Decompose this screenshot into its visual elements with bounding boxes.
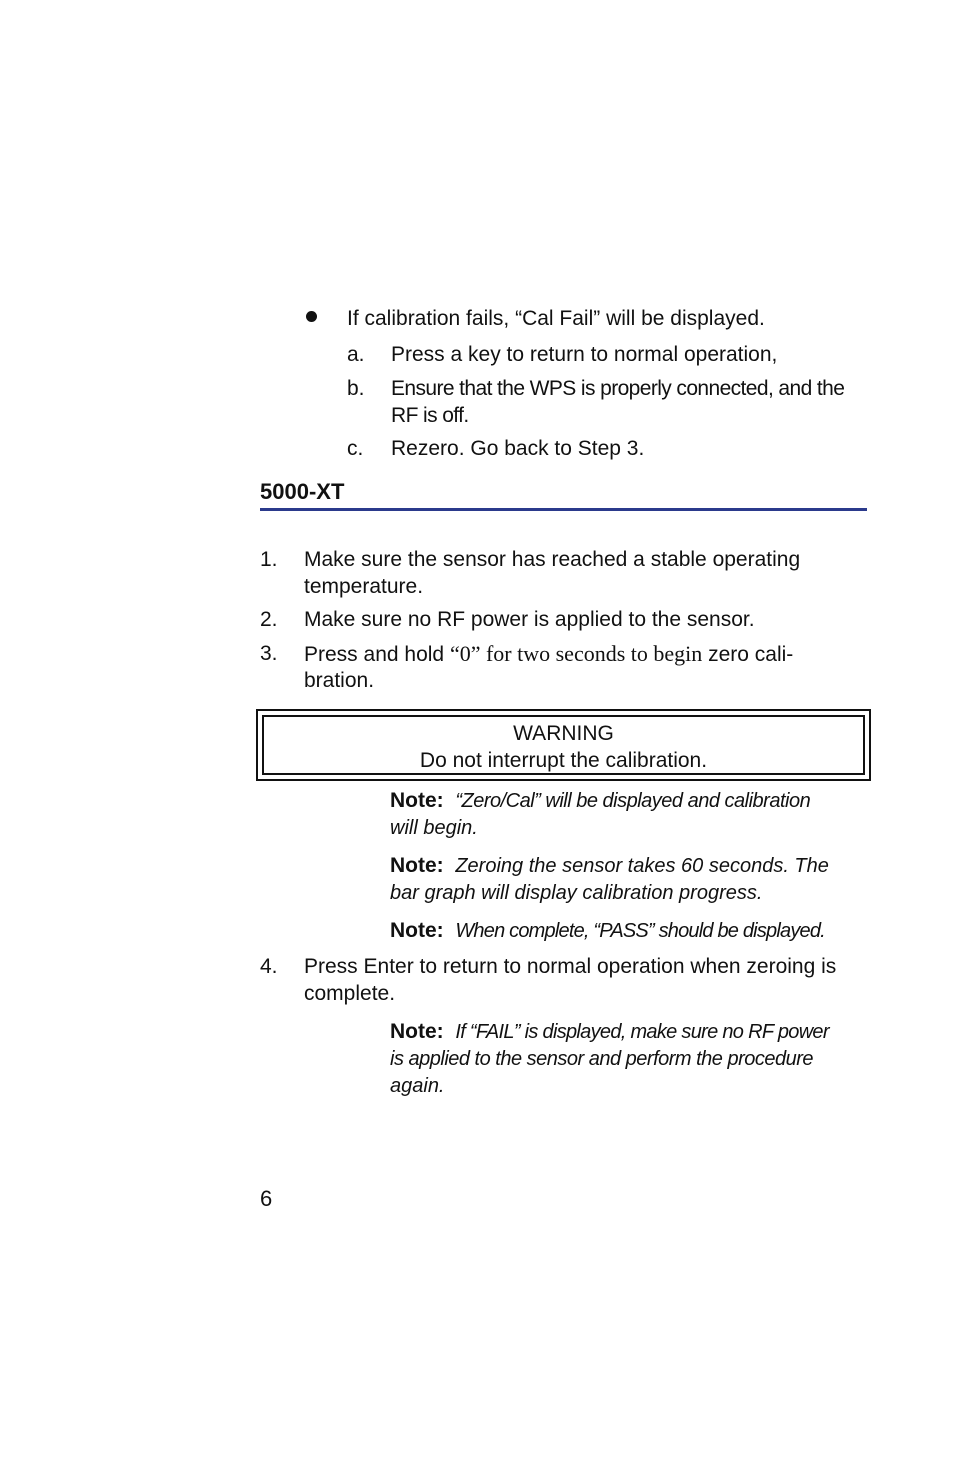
- note-1-line-1: [390, 787, 870, 815]
- warning-title: WARNING: [513, 722, 614, 745]
- step-1-marker: 1.: [260, 548, 278, 571]
- note-1-label: Note:: [390, 789, 444, 812]
- note-1-text: “Zero/Cal” will be displayed and calibration: [455, 790, 811, 812]
- subitem-a-line-1: Press a key to return to normal operation,: [391, 343, 778, 366]
- subitem-marker-a: a.: [347, 343, 365, 366]
- page-number: 6: [260, 1186, 273, 1211]
- step-3-text-c: zero cali-: [702, 643, 794, 666]
- subitem-c-line-1: Rezero. Go back to Step 3.: [391, 437, 645, 460]
- step-1-line-1: Make sure the sensor has reached a stable operating: [304, 548, 801, 571]
- step-4-line-2: complete.: [304, 982, 396, 1005]
- note-4: [390, 1018, 870, 1100]
- subitem-marker-b: b.: [347, 377, 365, 400]
- subitem-b-line-1: Ensure that the WPS is properly connected, and the: [391, 377, 845, 400]
- step-3-line-2: bration.: [304, 669, 375, 692]
- warning-text: Do not interrupt the calibration.: [419, 749, 708, 772]
- step-2-line-1: Make sure no RF power is applied to the sensor.: [304, 608, 755, 631]
- note-1-line-2: will begin.: [390, 817, 478, 839]
- warning-inner-frame: [262, 715, 865, 775]
- step-1-line-2: temperature.: [304, 575, 424, 598]
- note-2-line-2: bar graph will display calibration progress.: [390, 882, 763, 904]
- step-3-text-b: “0” for two seconds to begin: [449, 641, 703, 666]
- note-2-line-1: [390, 852, 870, 880]
- note-2-text: Zeroing the sensor takes 60 seconds. The: [455, 855, 829, 877]
- note-4-line-3: again.: [390, 1075, 445, 1097]
- note-3-line-1: [390, 917, 870, 945]
- section-title: 5000-XT: [260, 479, 345, 504]
- step-4-line-1: Press Enter to return to normal operation when zeroing is: [304, 955, 837, 978]
- note-1: [390, 787, 870, 842]
- note-2-label: Note:: [390, 854, 444, 877]
- note-4-text: If “FAIL” is displayed, make sure no RF power: [455, 1021, 829, 1043]
- step-4-marker: 4.: [260, 955, 278, 978]
- step-3-line-1: [304, 640, 793, 668]
- step-3-marker: 3.: [260, 642, 278, 665]
- warning-box: [256, 709, 871, 781]
- note-3-label: Note:: [390, 919, 444, 942]
- note-3-text: When complete, “PASS” should be displayed.: [455, 920, 825, 942]
- note-4-line-1: [390, 1018, 870, 1046]
- note-4-line-2: is applied to the sensor and perform the procedure: [390, 1048, 814, 1070]
- subitem-marker-c: c.: [347, 437, 364, 460]
- note-4-label: Note:: [390, 1020, 444, 1043]
- section-divider: [260, 508, 867, 511]
- bullet-icon: [306, 311, 317, 322]
- step-3-text-a: Press and hold: [304, 643, 450, 666]
- step-2-marker: 2.: [260, 608, 278, 631]
- subitem-b-line-2: RF is off.: [391, 404, 469, 427]
- bullet-text: If calibration fails, “Cal Fail” will be displayed.: [347, 307, 765, 330]
- note-3: [390, 917, 870, 945]
- note-2: [390, 852, 870, 907]
